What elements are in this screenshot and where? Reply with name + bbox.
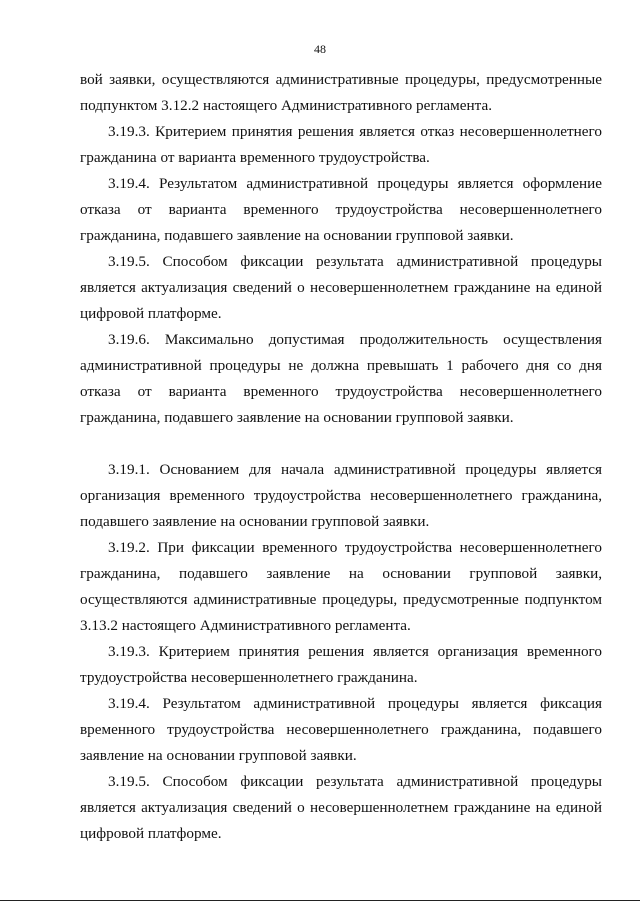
section-gap	[80, 431, 602, 457]
document-body	[80, 67, 602, 847]
paragraph-3-19-1-employment: 3.19.1. Основанием для начала административной процедуры является организация временного трудоустройства несовершеннолетнего гражданина, подавшего заявление на основании групповой заявки.	[80, 461, 602, 530]
page-number: 48	[314, 42, 326, 56]
paragraph-continuation: вой заявки, осуществляются административные процедуры, предусмотренные подпунктом 3.12.2 настоящего Административного регламента.	[80, 71, 602, 114]
paragraph-3-19-2-employment: 3.19.2. При фиксации временного трудоустройства несовершеннолетнего гражданина, подавшего заявление на основании групповой заявки, осуществляются административные процедуры, предусмотренные подпунктом 3.13.2 настоящего Административного регламента.	[80, 539, 602, 634]
paragraph-3-19-3-employment: 3.19.3. Критерием принятия решения является организация временного трудоустройства несовершеннолетнего гражданина.	[80, 643, 602, 686]
bottom-rule	[0, 900, 640, 901]
paragraph-3-19-4-employment: 3.19.4. Результатом административной процедуры является фиксация временного трудоустройства несовершеннолетнего гражданина, подавшего заявление на основании групповой заявки.	[80, 695, 602, 764]
paragraph-3-19-5-employment: 3.19.5. Способом фиксации результата административной процедуры является актуализация сведений о несовершеннолетнем гражданине на единой цифровой платформе.	[80, 773, 602, 842]
paragraph-3-19-4-refusal: 3.19.4. Результатом административной процедуры является оформление отказа от варианта временного трудоустройства несовершеннолетнего гражданина, подавшего заявление на основании групповой заявки.	[80, 175, 602, 244]
paragraph-3-19-5-refusal: 3.19.5. Способом фиксации результата административной процедуры является актуализация сведений о несовершеннолетнем гражданине на единой цифровой платформе.	[80, 253, 602, 322]
paragraph-3-19-3-refusal: 3.19.3. Критерием принятия решения является отказ несовершеннолетнего гражданина от варианта временного трудоустройства.	[80, 123, 602, 166]
paragraph-3-19-6-refusal: 3.19.6. Максимально допустимая продолжительность осуществления административной процедуры не должна превышать 1 рабочего дня со дня отказа от варианта временного трудоустройства несовершеннолетнего гражданина, подавшего заявление на основании групповой заявки.	[80, 331, 602, 426]
